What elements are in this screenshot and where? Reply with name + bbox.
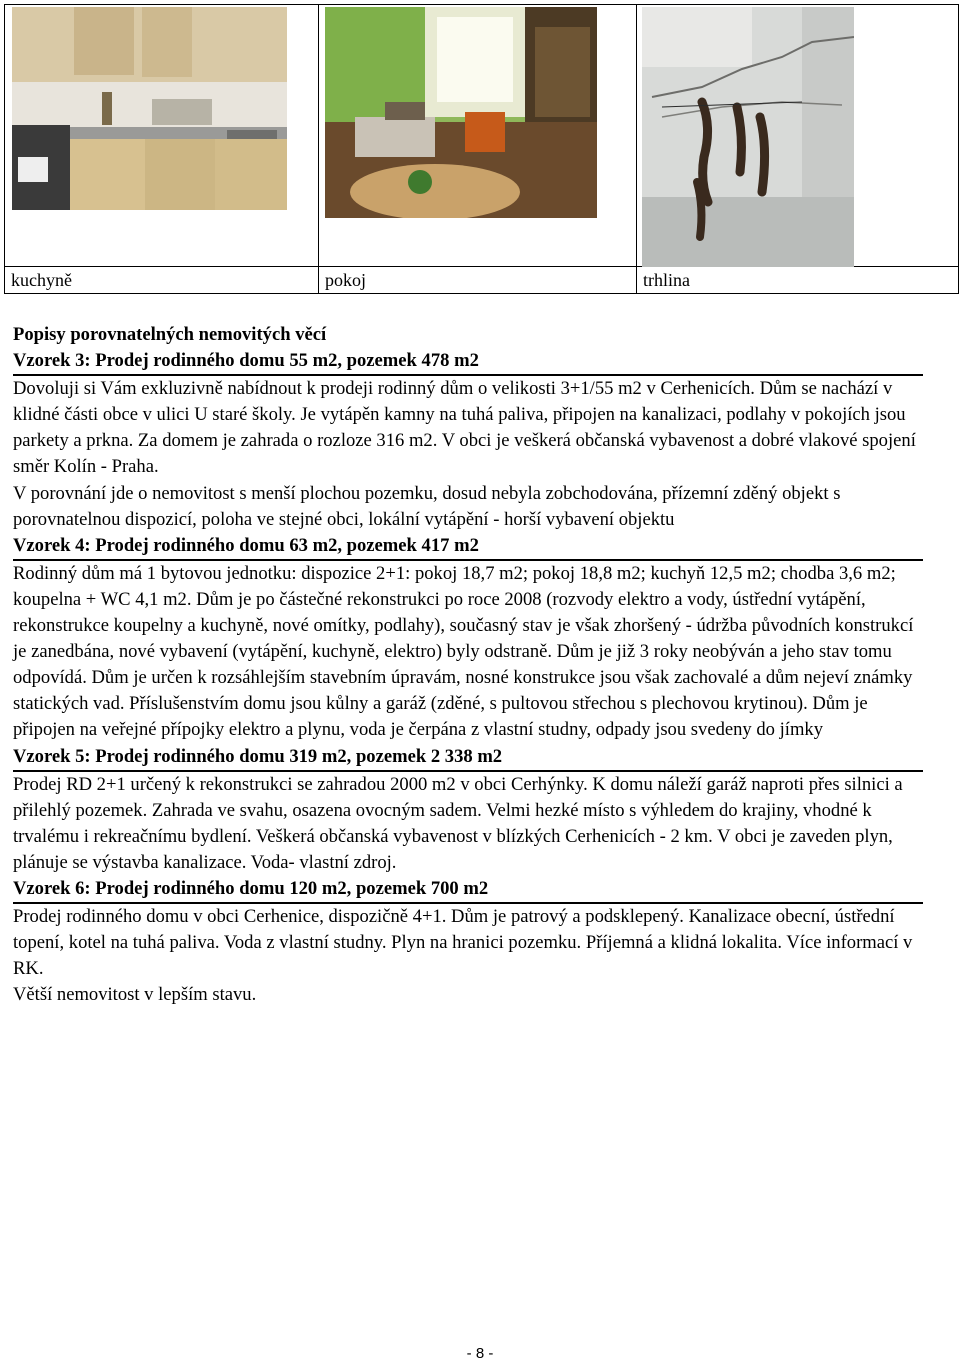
sample-4-description: Rodinný dům má 1 bytovou jednotku: dispozice 2+1: pokoj 18,7 m2; pokoj 18,8 m2; kuchyň 12,5 m2; chodba 3,6 m2; koupelna + WC 4,1 m2. Dům je po částečné rekonstrukci po roce 2008 (rozvody elektro a vody, ústřední vytápění, rekonstrukce koupelny a kuchyně, nové omítky, podlahy), současný stav je však zhoršený - údržba původních konstrukcí je zanedbána, nové vybavení (vytápění, kuchyně, elektro) byly odstraně. Dům je již 3 roky neobýván a jeho stav tomu odpovídá. Dům je určen k rozsáhlejším stavebním úpravám, nosné konstrukce jsou však zachovalé a dům nejeví známky statických vad. Příslušenstvím domu jsou kůlny a garáž (zděné, s pultovou střechou s plechovou krytinou). Dům je připojen na veřejné přípojky elektro a plynu, voda je čerpána z vlastní studny, odpady jsou svedeny do jímky (13, 562, 914, 741)
sample-6-title: Vzorek 6: Prodej rodinného domu 120 m2, pozemek 700 m2 (13, 876, 923, 904)
sample-5-description: Prodej RD 2+1 určený k rekonstrukci se zahradou 2000 m2 v obci Cerhýnky. K domu náleží garáž naproti přes silnici a přilehlý pozemek. Zahrada ve svahu, osazena ovocným sadem. Velmi hezké místo s výhledem do krajiny, vhodné k trvalému i rekreačnímu bydlení. Veškerá občanská vybavenost v blízkých Cerhenicích - 2 km. V obci je zaveden plyn, plánuje se výstavba kanalizace. Voda- vlastní zdroj. (13, 773, 903, 873)
sample-6-comparison: Větší nemovitost v lepším stavu. (13, 984, 257, 1006)
sample-5-title: Vzorek 5: Prodej rodinného domu 319 m2, pozemek 2 338 m2 (13, 744, 923, 772)
photo-caption-room: pokoj (319, 267, 637, 294)
kitchen-photo (12, 7, 287, 210)
sample-3-comparison: V porovnání jde o nemovitost s menší plochou pozemku, dosud nebyla zobchodována, přízemní zděný objekt s porovnatelnou dispozicí, poloha ve stejné obci, lokální vytápění - horší vybavení objektu (13, 482, 841, 530)
sample-6-description: Prodej rodinného domu v obci Cerhenice, dispozičně 4+1. Dům je patrový a podsklepený. Kanalizace obecní, ústřední topení, kotel na tuhá paliva. Voda z vlastní studny. Plyn na hranici pozemku. Příjemná a klidná lokalita. Více informací v RK. (13, 906, 913, 980)
photo-cell-kitchen (5, 5, 319, 267)
sample-3-title: Vzorek 3: Prodej rodinného domu 55 m2, pozemek 478 m2 (13, 348, 923, 376)
document-body (13, 322, 923, 1008)
crack-photo (642, 7, 854, 267)
sample-4-title: Vzorek 4: Prodej rodinného domu 63 m2, pozemek 417 m2 (13, 533, 923, 561)
room-photo (325, 7, 597, 218)
sample-3-description: Dovoluji si Vám exkluzivně nabídnout k prodeji rodinný dům o velikosti 3+1/55 m2 v Cerhenicích. Dům se nachází v klidné části obce v ulici U staré školy. Je vytápěn kamny na tuhá paliva, připojen na kanalizaci, podlahy v pokojích jsou parkety a prkna. Za domem je zahrada o rozloze 316 m2. V obci je veškerá občanská vybavenost a dobré vlakové spojení směr Kolín - Praha. (13, 378, 916, 478)
section-title: Popisy porovnatelných nemovitých věcí (13, 324, 327, 345)
photo-cell-room (319, 5, 637, 267)
photo-caption-crack: trhlina (637, 267, 959, 294)
photo-caption-kitchen: kuchyně (5, 267, 319, 294)
photo-cell-crack (637, 5, 959, 267)
photo-table (4, 4, 959, 294)
page-number: - 8 - (466, 1345, 494, 1362)
